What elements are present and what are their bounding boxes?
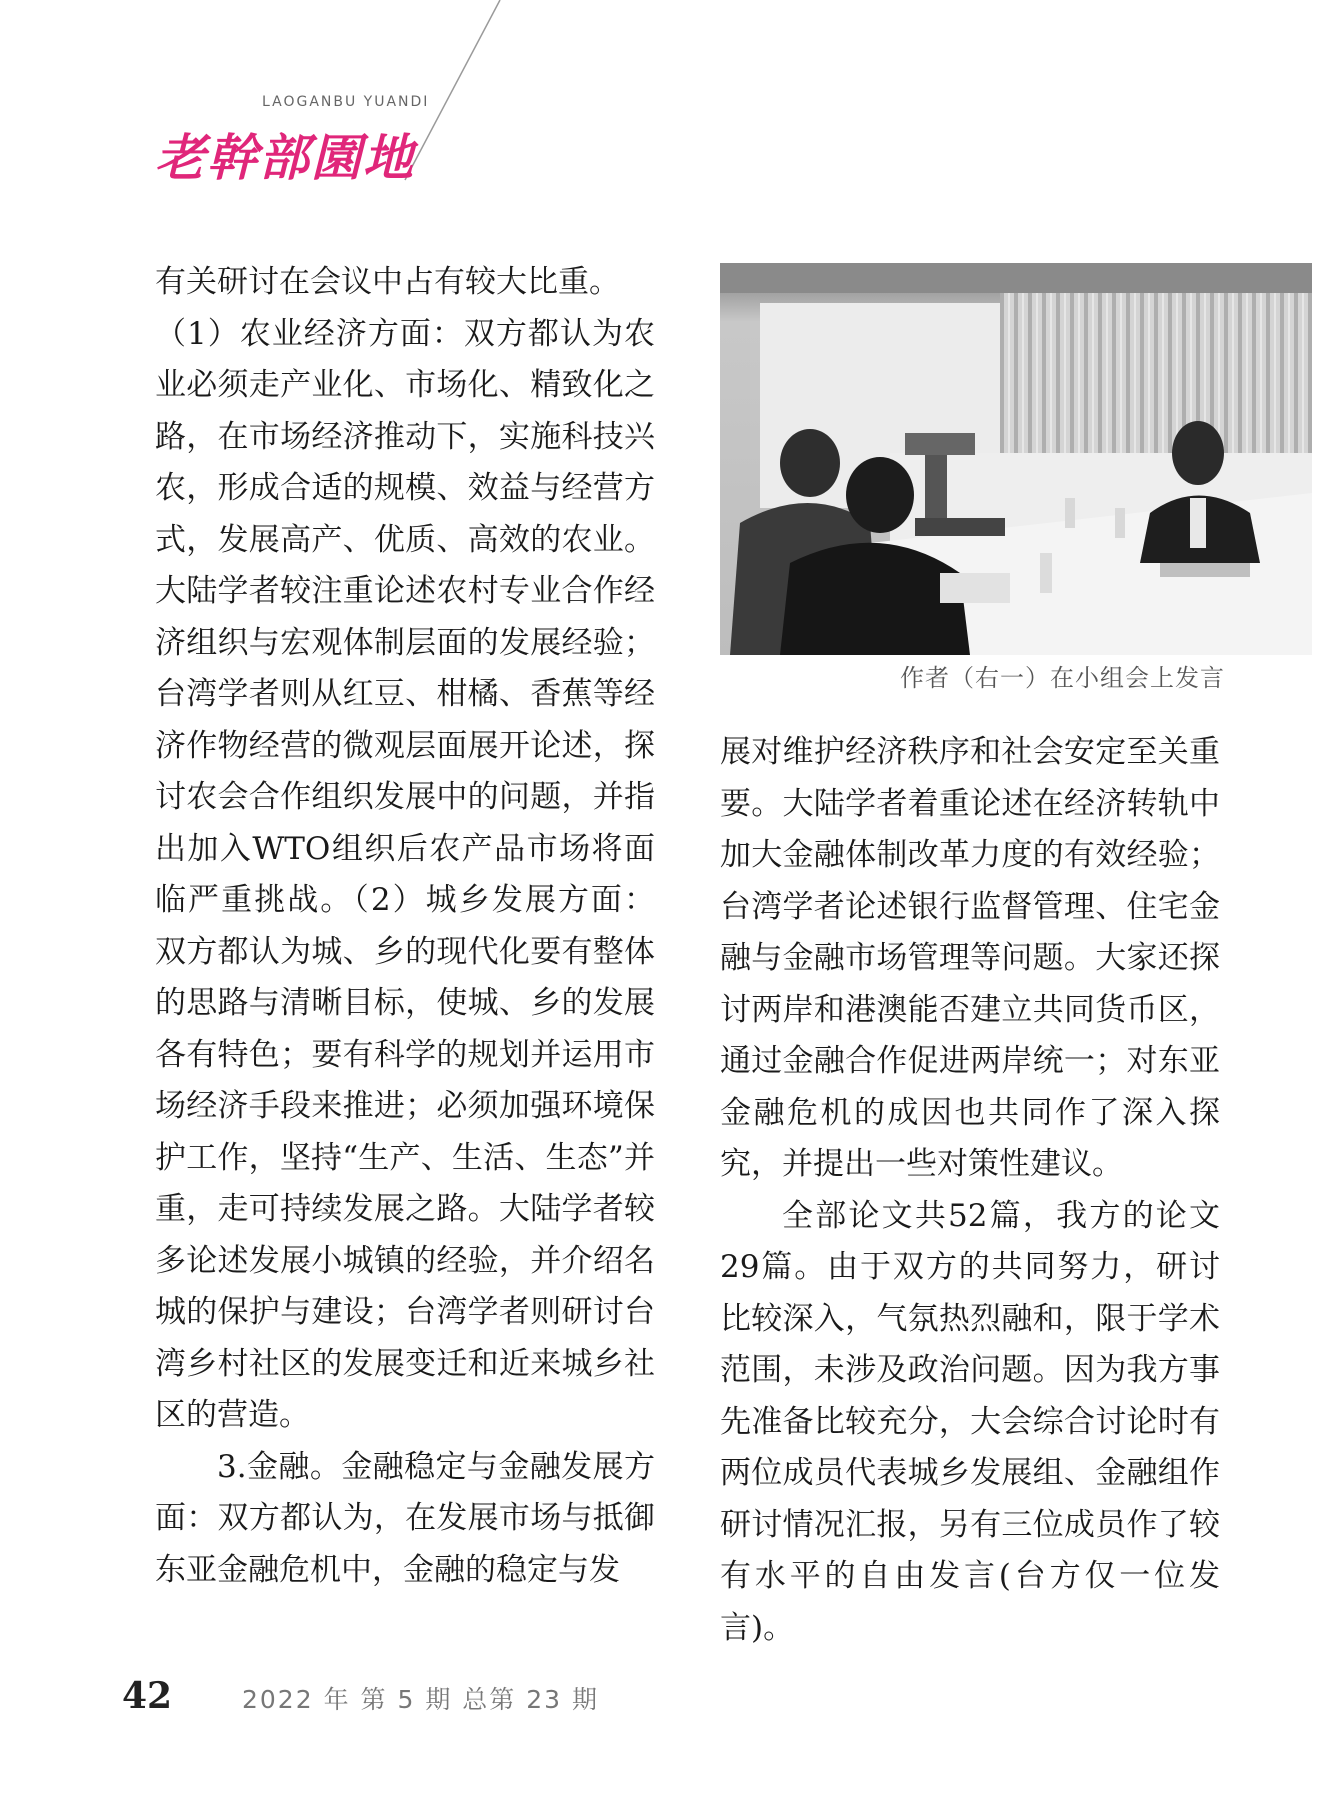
photo-caption: 作者（右一）在小组会上发言 — [900, 664, 1225, 692]
paragraph: （1）农业经济方面：双方都认为农业必须走产业化、市场化、精致化之路，在市场经济推动下，实施科技兴农，形成合适的规模、效益与经营方式，发展高产、优质、高效的农业。大陆学者较注重论述农村专业合作经济组织与宏观体制层面的发展经验；台湾学者则从红豆、柑橘、香蕉等经济作物经营的微观层面展开论述，探讨农会合作组织发展中的问题，并指出加入WTO组织后农产品市场将面临严重挑战。（2）城乡发展方面：双方都认为城、乡的现代化要有整体的思路与清晰目标，使城、乡的发展各有特色；要有科学的规划并运用市场经济手段来推进；必须加强环境保护工作，坚持“生产、生活、生态”并重，走可持续发展之路。大陆学者较多论述发展小城镇的经验，并介绍名城的保护与建设；台湾学者则研讨台湾乡村社区的发展变迁和近来城乡社区的营造。 — [155, 315, 655, 1433]
meeting-photo — [720, 263, 1312, 655]
paragraph: 3.金融。金融稳定与金融发展方面：双方都认为，在发展市场与抵御东亚金融危机中，金融的稳定与发 — [155, 1448, 655, 1588]
paragraph: 全部论文共52篇，我方的论文29篇。由于双方的共同努力，研讨比较深入，气氛热烈融和，限于学术范围，未涉及政治问题。因为我方事先准备比较充分，大会综合讨论时有两位成员代表城乡发展组、金融组作研讨情况汇报，另有三位成员作了较有水平的自由发言(台方仅一位发言)。 — [720, 1197, 1220, 1646]
issue-info: 2022 年 第 5 期 总第 23 期 — [242, 1685, 599, 1714]
magazine-pinyin-title: LAOGANBU YUANDI — [262, 94, 430, 110]
paragraph: 有关研讨在会议中占有较大比重。 — [155, 264, 620, 300]
right-text-column — [720, 727, 1220, 1654]
page-number: 42 — [122, 1675, 173, 1717]
magazine-logo: 老幹部園地 — [155, 128, 415, 187]
left-text-column — [155, 257, 655, 1596]
paragraph: 展对维护经济秩序和社会安定至关重要。大陆学者着重论述在经济转轨中加大金融体制改革力度的有效经验；台湾学者论述银行监督管理、住宅金融与金融市场管理等问题。大家还探讨两岸和港澳能否建立共同货币区，通过金融合作促进两岸统一；对东亚金融危机的成因也共同作了深入探究，并提出一些对策性建议。 — [720, 734, 1220, 1182]
